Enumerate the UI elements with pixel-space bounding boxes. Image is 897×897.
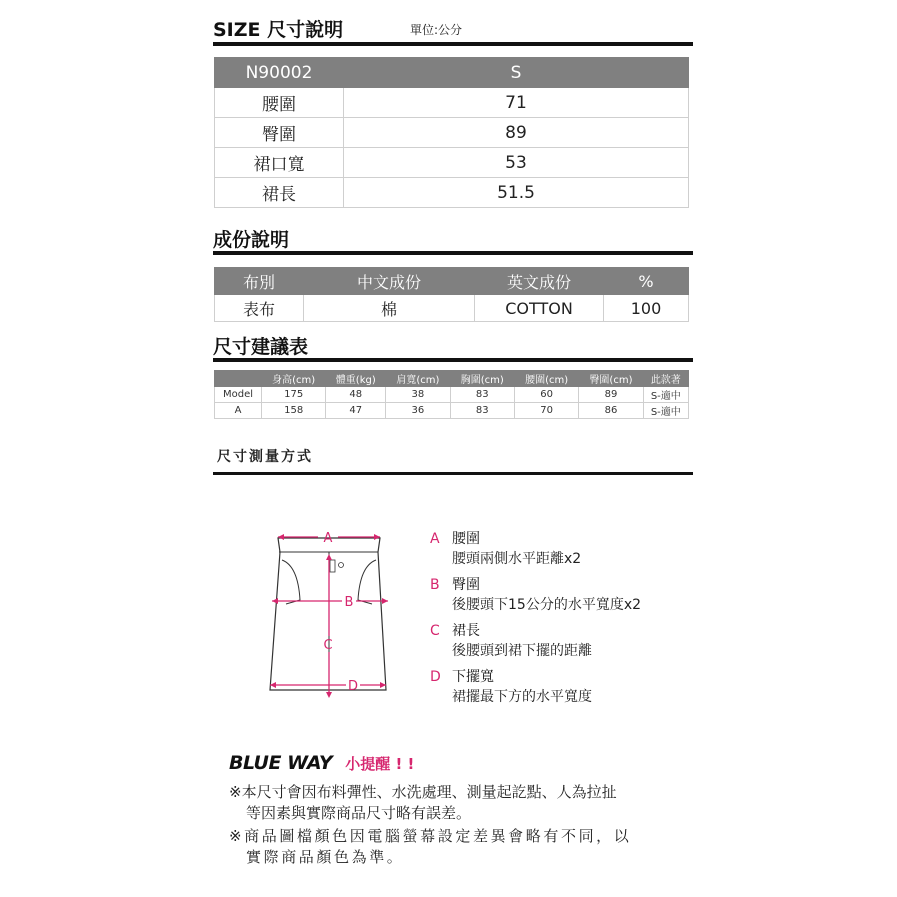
model-cell: 48	[326, 387, 386, 403]
model-cell: 38	[386, 387, 450, 403]
measure-divider	[213, 472, 693, 475]
fabric-title: 成份說明	[213, 229, 290, 251]
model-cell: 70	[514, 403, 578, 419]
size-row-label: 腰圍	[215, 88, 344, 118]
size-title: SIZE 尺寸說明	[213, 19, 344, 41]
legend-desc: 裙擺最下方的水平寬度	[452, 689, 592, 705]
fabric-header-cell: 英文成份	[475, 268, 604, 295]
diagram-label-d: D	[347, 679, 359, 694]
model-title: 尺寸建議表	[213, 336, 309, 358]
size-row-value: 53	[344, 148, 689, 178]
model-header-cell: 臀圍(cm)	[579, 371, 643, 387]
model-cell: S-適中	[643, 387, 688, 403]
legend-title: 腰圍	[452, 531, 480, 547]
model-cell: 36	[386, 403, 450, 419]
fabric-header-cell: 布別	[215, 268, 304, 295]
model-cell: 47	[326, 403, 386, 419]
brand-logo: BLUE WAY	[229, 752, 333, 774]
legend-title: 臀圍	[452, 577, 480, 593]
size-row-value: 51.5	[344, 178, 689, 208]
size-row-label: 裙口寬	[215, 148, 344, 178]
model-cell: 175	[262, 387, 326, 403]
model-header-cell: 身高(cm)	[262, 371, 326, 387]
fabric-table	[214, 267, 689, 322]
table-row	[215, 118, 689, 148]
fabric-header-cell: %	[604, 268, 689, 295]
model-cell: 86	[579, 403, 643, 419]
diagram-label-a: A	[323, 531, 333, 546]
unit-label: 單位:公分	[410, 23, 463, 37]
legend-letter: D	[430, 669, 441, 685]
diagram-label-b: B	[344, 595, 354, 610]
fabric-cell: 表布	[215, 295, 304, 322]
size-row-label: 臀圍	[215, 118, 344, 148]
reminder-heading	[229, 752, 414, 774]
model-table	[214, 370, 689, 419]
legend-item-a	[430, 528, 581, 568]
legend-desc: 腰頭兩側水平距離x2	[452, 551, 582, 567]
reminder-label: 小提醒 ! !	[345, 755, 415, 773]
model-cell: S-適中	[643, 403, 688, 419]
table-row	[215, 88, 689, 118]
model-cell: 83	[450, 403, 514, 419]
size-row-value: 89	[344, 118, 689, 148]
note-line: 實際商品顏色為準。	[246, 848, 405, 866]
table-row	[215, 387, 689, 403]
model-header-cell	[215, 371, 262, 387]
legend-desc: 後腰頭下15公分的水平寬度x2	[452, 597, 642, 613]
size-header-style: N90002	[215, 58, 344, 88]
model-header-cell: 此款著	[643, 371, 688, 387]
size-row-value: 71	[344, 88, 689, 118]
measure-title: 尺寸測量方式	[217, 449, 313, 465]
table-row	[215, 178, 689, 208]
model-header-cell: 胸圍(cm)	[450, 371, 514, 387]
legend-title: 裙長	[452, 623, 480, 639]
legend-letter: B	[430, 577, 440, 593]
skirt-diagram	[260, 520, 400, 705]
table-row	[215, 295, 689, 322]
note-1	[229, 782, 699, 824]
legend-title: 下擺寬	[452, 669, 494, 685]
model-cell: 158	[262, 403, 326, 419]
model-cell: 60	[514, 387, 578, 403]
note-line: 等因素與實際商品尺寸略有誤差。	[246, 804, 472, 822]
model-header-cell: 肩寬(cm)	[386, 371, 450, 387]
model-cell: A	[215, 403, 262, 419]
legend-item-c	[430, 620, 592, 660]
fabric-cell: 棉	[304, 295, 475, 322]
table-row	[215, 148, 689, 178]
model-header-cell: 腰圍(cm)	[514, 371, 578, 387]
fabric-cell: 100	[604, 295, 689, 322]
size-divider	[213, 42, 693, 46]
fabric-header-cell: 中文成份	[304, 268, 475, 295]
note-2	[229, 826, 699, 868]
model-header-cell: 體重(kg)	[326, 371, 386, 387]
model-cell: 83	[450, 387, 514, 403]
table-row	[215, 403, 689, 419]
model-table-header	[215, 371, 689, 387]
legend-letter: A	[430, 531, 440, 547]
model-cell: 89	[579, 387, 643, 403]
fabric-cell: COTTON	[475, 295, 604, 322]
legend-item-b	[430, 574, 641, 614]
size-row-label: 裙長	[215, 178, 344, 208]
model-divider	[213, 358, 693, 362]
legend-letter: C	[430, 623, 440, 639]
size-table	[214, 57, 689, 208]
legend-item-d	[430, 666, 592, 706]
model-cell: Model	[215, 387, 262, 403]
size-header-size: S	[344, 58, 689, 88]
legend-desc: 後腰頭到裙下擺的距離	[452, 643, 592, 659]
diagram-label-c: C	[323, 638, 333, 653]
size-table-header	[215, 58, 689, 88]
fabric-divider	[213, 251, 693, 255]
fabric-table-header	[215, 268, 689, 295]
note-line: ※商品圖檔顏色因電腦螢幕設定差異會略有不同，以	[229, 827, 632, 845]
note-line: ※本尺寸會因布料彈性、水洗處理、測量起訖點、人為拉扯	[229, 783, 617, 801]
